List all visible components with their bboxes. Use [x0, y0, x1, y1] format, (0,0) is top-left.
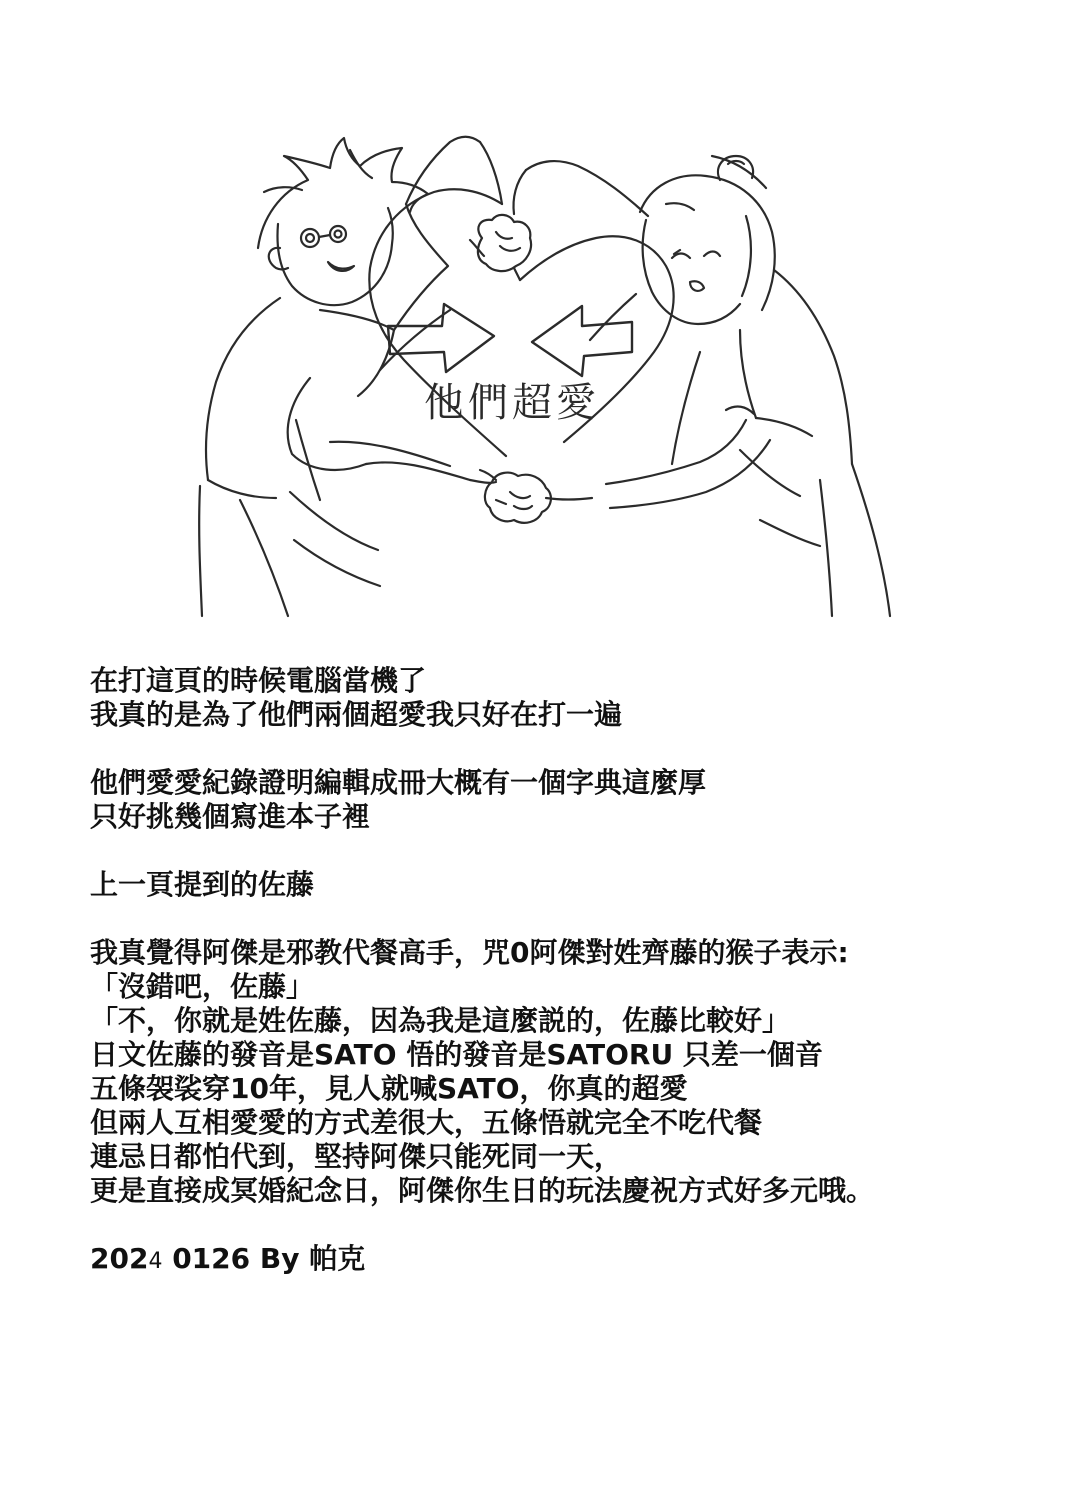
text-line: 日文佐藤的發音是SATO 悟的發音是SATORU 只差一個音 [90, 1038, 823, 1071]
left-figure-glasses-lens-left [301, 229, 319, 247]
text-line: 他們愛愛紀錄證明編輯成冊大概有一個字典這麼厚 [90, 766, 707, 799]
signature [90, 1242, 1030, 1279]
text-line: 但兩人互相愛愛的方式差很大，五條悟就完全不吃代餐 [90, 1106, 763, 1139]
signature-year-digit: 4 [148, 1249, 163, 1274]
left-figure-face [278, 208, 393, 305]
paragraph-2 [90, 766, 1030, 834]
left-figure-raised-arm [394, 204, 448, 330]
left-pointing-arrow-icon [532, 306, 632, 376]
text-line: 我真覺得阿傑是邪教代餐高手，咒0阿傑對姓齊藤的猴子表示: [90, 936, 849, 969]
text-line: 更是直接成冥婚紀念日，阿傑你生日的玩法慶祝方式好多元哦。 [90, 1174, 875, 1207]
text-line: 五條袈裟穿10年，見人就喊SATO，你真的超愛 [90, 1072, 688, 1105]
text-line: 上一頁提到的佐藤 [90, 868, 315, 901]
heart-top-hands [478, 215, 531, 271]
sketch-svg [180, 120, 910, 620]
right-figure-body [774, 270, 852, 464]
right-figure-raised-arm [526, 161, 648, 216]
left-figure-hair [258, 138, 428, 248]
paragraph-3 [90, 868, 1030, 902]
sketch-illustration [180, 120, 910, 620]
sketch-caption: 他們超愛 [424, 380, 600, 426]
paragraph-4 [90, 936, 1030, 1208]
text-line: 我真的是為了他們兩個超愛我只好在打一遍 [90, 698, 623, 731]
paragraph-1 [90, 664, 1030, 732]
right-figure-hair [640, 175, 775, 310]
left-figure-body [206, 298, 280, 480]
text-line: 連忌日都怕代到，堅持阿傑只能死同一天， [90, 1140, 623, 1173]
right-figure-face [643, 220, 740, 324]
body-text [90, 664, 1030, 1279]
text-line: 「不，你就是姓佐藤，因為我是這麼説的，佐藤比較好」 [90, 1004, 791, 1037]
signature-date-author: 0126 By 帕克 [162, 1242, 366, 1275]
left-figure-glasses-lens-right [330, 226, 346, 242]
signature-year-prefix: 202 [90, 1242, 149, 1275]
text-line: 只好挑幾個寫進本子裡 [90, 800, 371, 833]
text-line: 在打這頁的時候電腦當機了 [90, 664, 427, 697]
text-line: 「沒錯吧，佐藤」 [90, 970, 315, 1003]
